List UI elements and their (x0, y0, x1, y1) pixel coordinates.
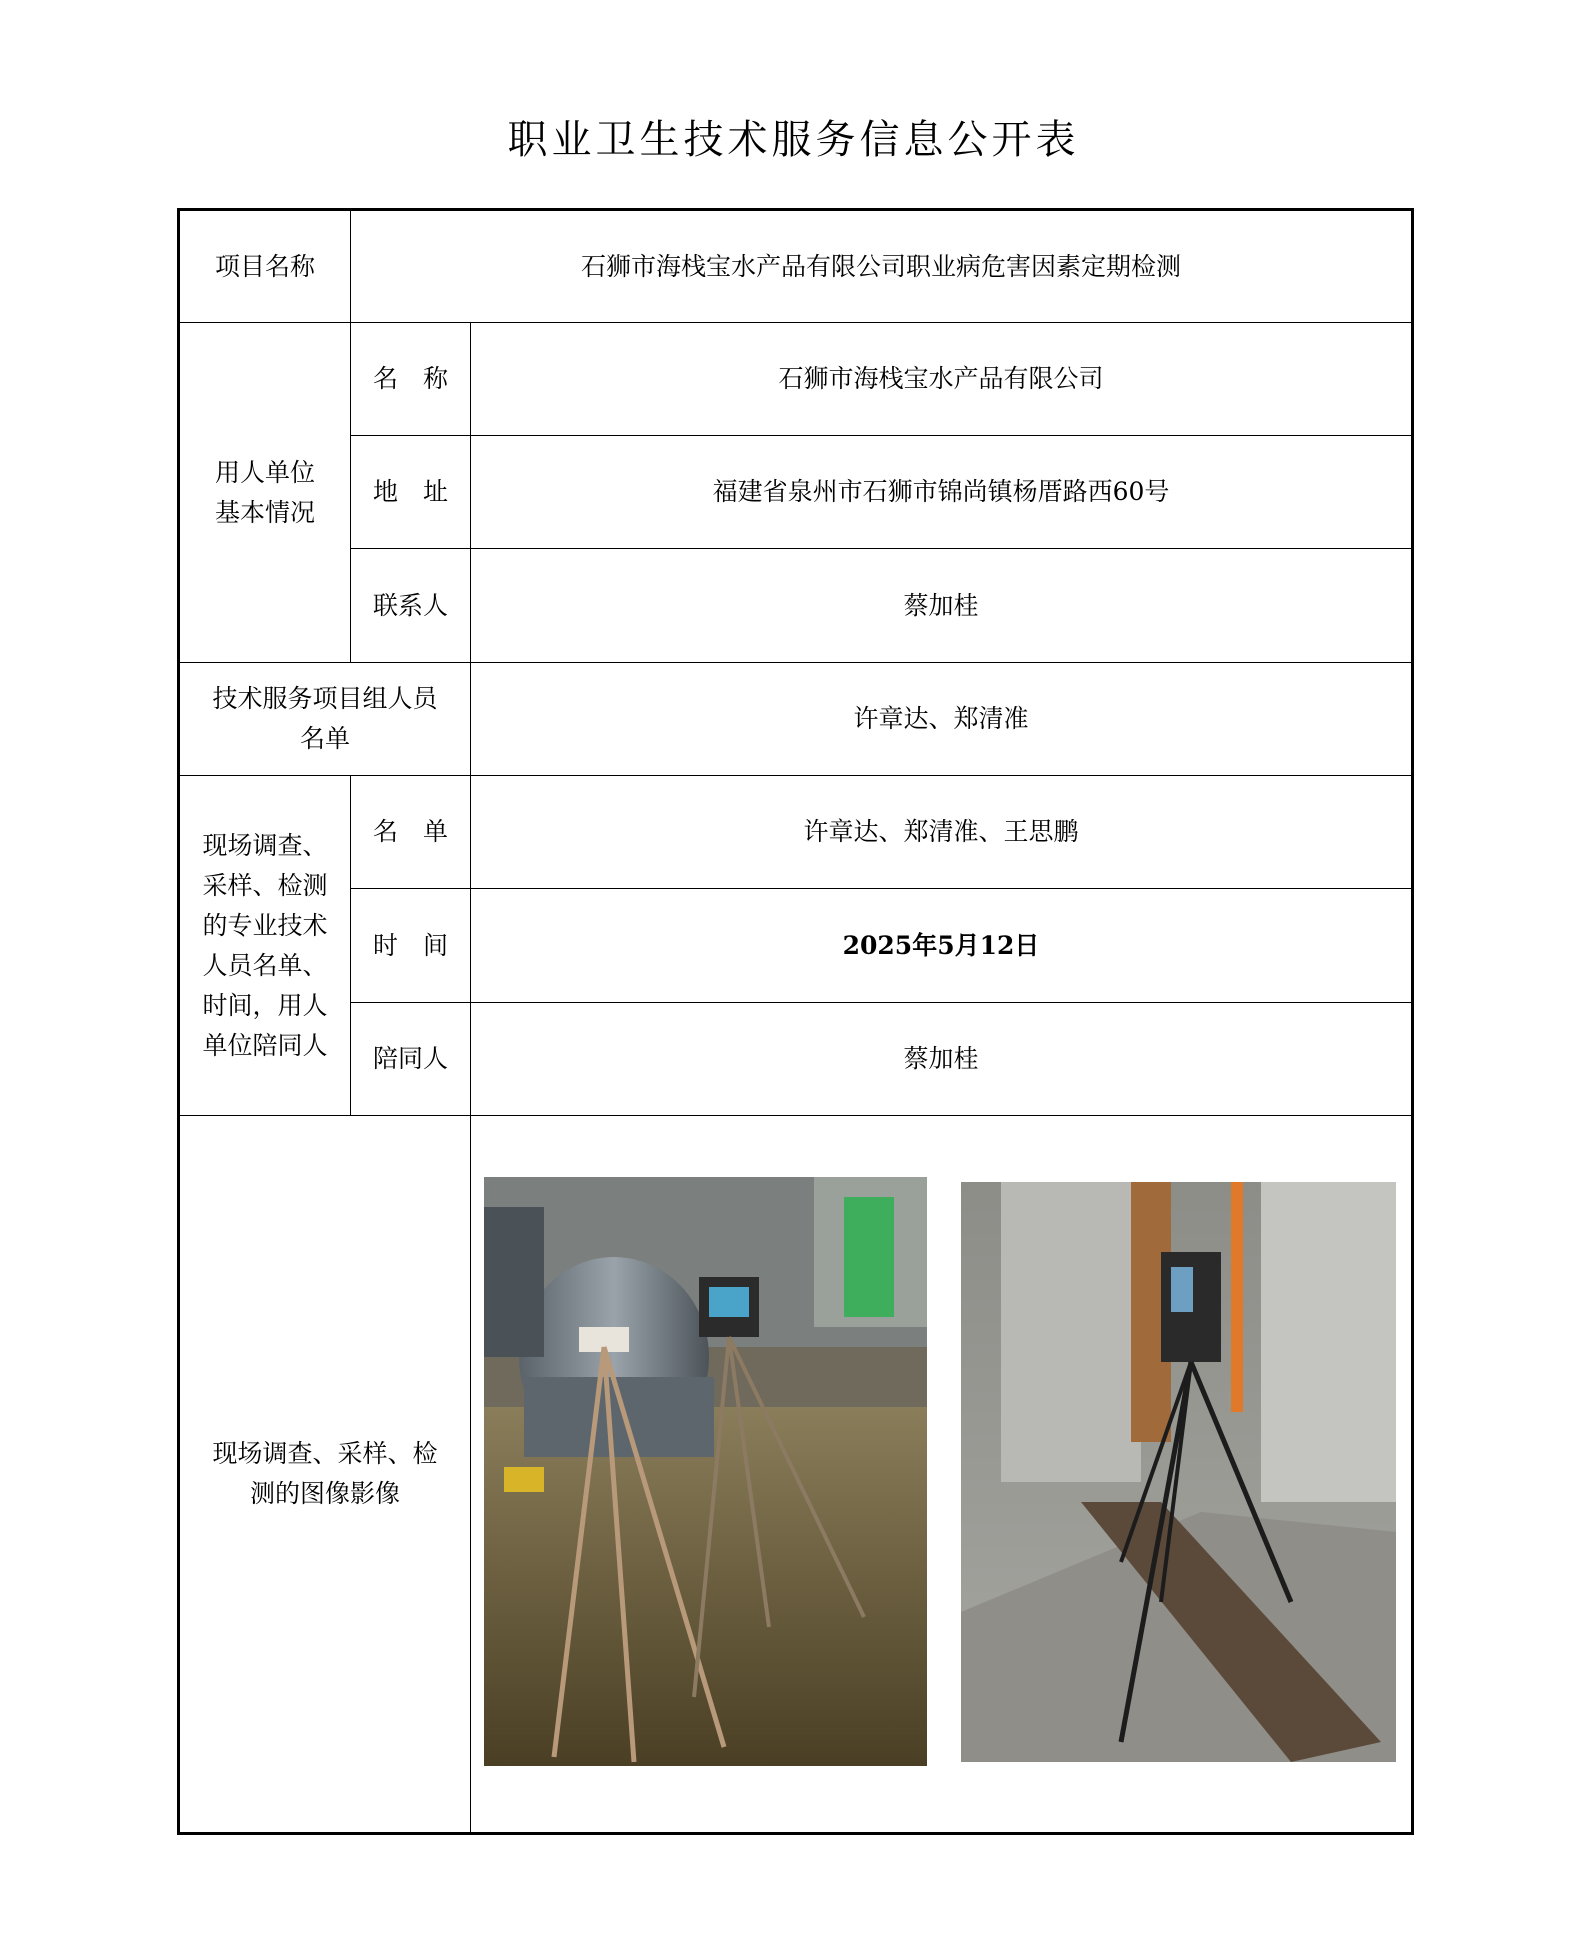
info-table (177, 208, 1414, 1835)
field-label-line: 的专业技术 (202, 910, 328, 940)
field-companion-value: 蔡加桂 (471, 1003, 1413, 1116)
field-label-line: 时间，用人 (202, 990, 328, 1020)
field-list-row (179, 776, 1413, 889)
images-label-line1: 现场调查、采样、检 (212, 1439, 438, 1468)
photos-container (471, 1116, 1411, 1832)
field-list-label: 名 单 (351, 776, 471, 889)
employer-contact-row (179, 549, 1413, 663)
images-cell (471, 1116, 1413, 1834)
images-row (179, 1116, 1413, 1834)
photo-1-image (484, 1177, 927, 1766)
field-list-value: 许章达、郑清准、王思鹏 (471, 776, 1413, 889)
project-value: 石狮市海栈宝水产品有限公司职业病危害因素定期检测 (351, 210, 1413, 323)
images-label (179, 1116, 471, 1834)
employer-address-value: 福建省泉州市石狮市锦尚镇杨厝路西60号 (471, 436, 1413, 549)
employer-label-line1: 用人单位 (214, 457, 315, 487)
field-time-row (179, 889, 1413, 1003)
page-title: 职业卫生技术服务信息公开表 (507, 117, 1080, 163)
field-section-label (179, 776, 351, 1116)
photo-2-image (961, 1182, 1396, 1762)
employer-contact-label: 联系人 (351, 549, 471, 663)
employer-address-label: 地 址 (351, 436, 471, 549)
team-value: 许章达、郑清准 (471, 663, 1413, 776)
employer-section-label (179, 323, 351, 663)
field-companion-row (179, 1003, 1413, 1116)
team-row (179, 663, 1413, 776)
team-label-line1: 技术服务项目组人员 (212, 684, 438, 713)
employer-address-row (179, 436, 1413, 549)
team-label (179, 663, 471, 776)
project-label: 项目名称 (179, 210, 351, 323)
project-row (179, 210, 1413, 323)
employer-label-line2: 基本情况 (214, 497, 315, 527)
team-label-line2: 名单 (299, 724, 350, 753)
employer-contact-value: 蔡加桂 (471, 549, 1413, 663)
field-label-line: 采样、检测 (202, 870, 328, 900)
field-time-value: 2025年5月12日 (471, 889, 1413, 1003)
site-photo-2 (961, 1182, 1396, 1762)
employer-name-label: 名 称 (351, 323, 471, 436)
employer-name-row (179, 323, 1413, 436)
site-photo-1 (484, 1177, 927, 1766)
images-label-line2: 测的图像影像 (249, 1479, 400, 1508)
field-label-line: 现场调查、 (202, 830, 328, 860)
field-time-label: 时 间 (351, 889, 471, 1003)
field-label-line: 人员名单、 (202, 950, 328, 980)
employer-name-value: 石狮市海栈宝水产品有限公司 (471, 323, 1413, 436)
field-companion-label: 陪同人 (351, 1003, 471, 1116)
field-label-line: 单位陪同人 (202, 1030, 328, 1060)
